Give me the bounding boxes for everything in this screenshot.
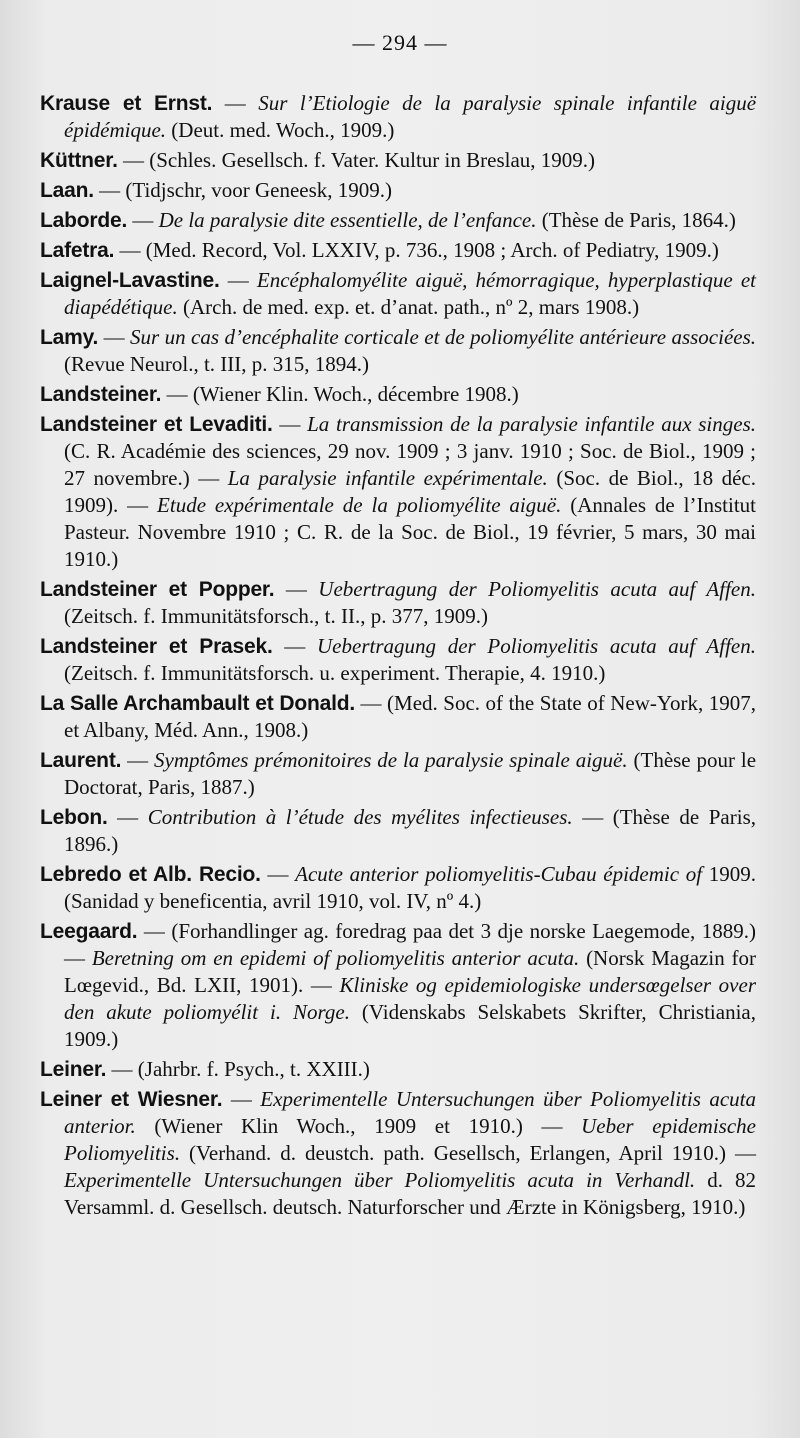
entry-work-title: Experimentelle Untersuchungen über Poliomyelitis acuta in Verhandl. xyxy=(64,1168,696,1192)
entry-work-title: La paralysie infantile expérimentale. xyxy=(227,466,548,490)
entry-author: Leegaard. xyxy=(40,920,138,943)
entry-author: Landsteiner et Levaditi. xyxy=(40,413,273,436)
entry-work-title: Acute anterior poliomyelitis-Cubau épidemic of xyxy=(295,862,703,886)
entry-citation: (Revue Neurol., t. III, p. 315, 1894.) xyxy=(64,352,370,376)
entry-author: Lebon. xyxy=(40,806,108,829)
entry-citation: — xyxy=(272,412,308,436)
entry-citation: (Zeitsch. f. Immunitätsforsch., t. II., p. 377, 1909.) xyxy=(64,604,488,628)
entry-citation: — (Thèse de Paris, 1896.) xyxy=(64,805,756,856)
entry-citation: (Arch. de med. exp. et. d’anat. path., nº 2, mars 1908.) xyxy=(177,295,640,319)
entry-work-title: Kliniske og epidemiologiske undersœgelser over den akute poliomyélit i. Norge. xyxy=(64,973,756,1024)
entry-author: Landsteiner et Popper. xyxy=(40,578,275,601)
entry-author: Leiner et Wiesner. xyxy=(40,1088,223,1111)
entry-citation: — xyxy=(107,805,148,829)
entry-citation: — (Med. Record, Vol. LXXIV, p. 736., 1908 ; Arch. of Pediatry, 1909.) xyxy=(114,238,719,262)
entry-author: Laignel-Lavastine. xyxy=(40,269,220,292)
entry-work-title: Symptômes prémonitoires de la paralysie spinale aiguë. xyxy=(154,748,628,772)
entry-author: Lafetra. xyxy=(40,239,115,262)
bibliography-entry xyxy=(40,411,756,573)
bibliography-entry xyxy=(40,237,756,264)
bibliography-entry xyxy=(40,1056,756,1083)
entry-work-title: Sur l’Etiologie de la paralysie spinale infantile aiguë épidémique. xyxy=(64,91,757,142)
entry-citation: (Soc. de Biol., 18 déc. 1909). — xyxy=(64,466,756,517)
bibliography-entry xyxy=(40,804,756,858)
bibliography-entry xyxy=(40,690,756,744)
bibliography-entry xyxy=(40,207,756,234)
entry-citation: — (Forhandlinger ag. foredrag paa det 3 dje norske Laegemode, 1889.) — xyxy=(64,919,756,970)
entry-work-title: La transmission de la paralysie infantile aux singes. xyxy=(307,412,756,436)
entry-citation: — xyxy=(98,325,131,349)
bibliography-entry xyxy=(40,861,756,915)
entry-citation: — xyxy=(222,1087,261,1111)
entry-citation: d. 82 Versamml. d. Gesellsch. deutsch. Naturforscher und Ærzte in Königsberg, 1910.) xyxy=(64,1168,756,1219)
entry-citation: (Norsk Magazin for Lœgevid., Bd. LXII, 1901). — xyxy=(64,946,757,997)
entry-citation: — xyxy=(272,634,318,658)
entry-author: Laborde. xyxy=(40,209,128,232)
entry-author: Landsteiner. xyxy=(40,383,162,406)
entry-author: Leiner. xyxy=(40,1058,107,1081)
entry-work-title: Uebertragung der Poliomyelitis acuta auf Affen. xyxy=(317,634,756,658)
entry-citation: 1909. (Sanidad y beneficentia, avril 1910, vol. IV, nº 4.) xyxy=(64,862,756,913)
entry-author: Krause et Ernst. xyxy=(40,92,213,115)
entry-citation: — (Med. Soc. of the State of New-York, 1907, et Albany, Méd. Ann., 1908.) xyxy=(64,691,756,742)
entry-citation: — xyxy=(212,91,259,115)
entry-citation: (Wiener Klin Woch., 1909 et 1910.) — xyxy=(135,1114,582,1138)
entry-citation: (C. R. Académie des sciences, 29 nov. 1909 ; 3 janv. 1910 ; Soc. de Biol., 1909 ; 27 novembre.) — xyxy=(64,439,756,490)
entry-author: Laan. xyxy=(40,179,94,202)
entry-work-title: De la paralysie dite essentielle, de l’enfance. xyxy=(158,208,537,232)
bibliography-entry xyxy=(40,324,756,378)
entry-citation: — (Tidjschr, voor Geneesk, 1909.) xyxy=(93,178,393,202)
bibliography-entry xyxy=(40,267,756,321)
bibliography-entry xyxy=(40,381,756,408)
entry-citation: — (Wiener Klin. Woch., décembre 1908.) xyxy=(161,382,519,406)
entry-citation: — xyxy=(127,208,159,232)
entry-citation: (Thèse pour le Doctorat, Paris, 1887.) xyxy=(64,748,757,799)
entry-author: Küttner. xyxy=(40,149,118,172)
entry-citation: (Deut. med. Woch., 1909.) xyxy=(166,118,395,142)
entry-citation: — (Jahrbr. f. Psych., t. XXIII.) xyxy=(106,1057,370,1081)
entry-author: Lamy. xyxy=(40,326,99,349)
entry-work-title: Etude expérimentale de la poliomyélite aiguë. xyxy=(157,493,562,517)
bibliography-entry xyxy=(40,918,756,1053)
entry-citation: (Annales de l’Institut Pasteur. Novembre 1910 ; C. R. de la Soc. de Biol., 19 février, 5 mars, 30 mai 1910.) xyxy=(64,493,756,571)
bibliography-list xyxy=(40,90,756,1224)
entry-citation: — xyxy=(219,268,257,292)
entry-work-title: Uebertragung der Poliomyelitis acuta auf Affen. xyxy=(318,577,756,601)
bibliography-entry xyxy=(40,633,756,687)
entry-author: Lebredo et Alb. Recio. xyxy=(40,863,261,886)
entry-work-title: Experimentelle Untersuchungen über Poliomyelitis acuta anterior. xyxy=(64,1087,757,1138)
entry-work-title: Sur un cas d’encéphalite corticale et de poliomyélite antérieure associées. xyxy=(130,325,757,349)
entry-work-title: Contribution à l’étude des myélites infectieuses. xyxy=(147,805,573,829)
entry-citation: — (Schles. Gesellsch. f. Vater. Kultur in Breslau, 1909.) xyxy=(117,148,596,172)
entry-citation: (Thèse de Paris, 1864.) xyxy=(536,208,736,232)
entry-work-title: Beretning om en epidemi of poliomyelitis anterior acuta. xyxy=(91,946,580,970)
bibliography-entry xyxy=(40,90,756,144)
bibliography-entry xyxy=(40,177,756,204)
entry-author: Laurent. xyxy=(40,749,122,772)
entry-work-title: Encéphalomyélite aiguë, hémorragique, hyperplastique et diapédétique. xyxy=(64,268,757,319)
bibliography-entry xyxy=(40,576,756,630)
entry-author: Landsteiner et Prasek. xyxy=(40,635,273,658)
entry-work-title: Ueber epidemische Poliomyelitis. xyxy=(64,1114,756,1165)
entry-citation: (Zeitsch. f. Immunitätsforsch. u. experiment. Therapie, 4. 1910.) xyxy=(64,661,606,685)
bibliography-entry xyxy=(40,147,756,174)
entry-citation: — xyxy=(274,577,319,601)
entry-citation: (Verhand. d. deustch. path. Gesellsch, Erlangen, April 1910.) — xyxy=(180,1141,756,1165)
page-number: — 294 — xyxy=(352,30,448,55)
entry-citation: (Videnskabs Selskabets Skrifter, Christiania, 1909.) xyxy=(64,1000,756,1051)
entry-citation: — xyxy=(260,862,296,886)
entry-citation: — xyxy=(121,748,154,772)
bibliography-entry xyxy=(40,1086,756,1221)
entry-author: La Salle Archambault et Donald. xyxy=(40,692,355,715)
bibliography-entry xyxy=(40,747,756,801)
